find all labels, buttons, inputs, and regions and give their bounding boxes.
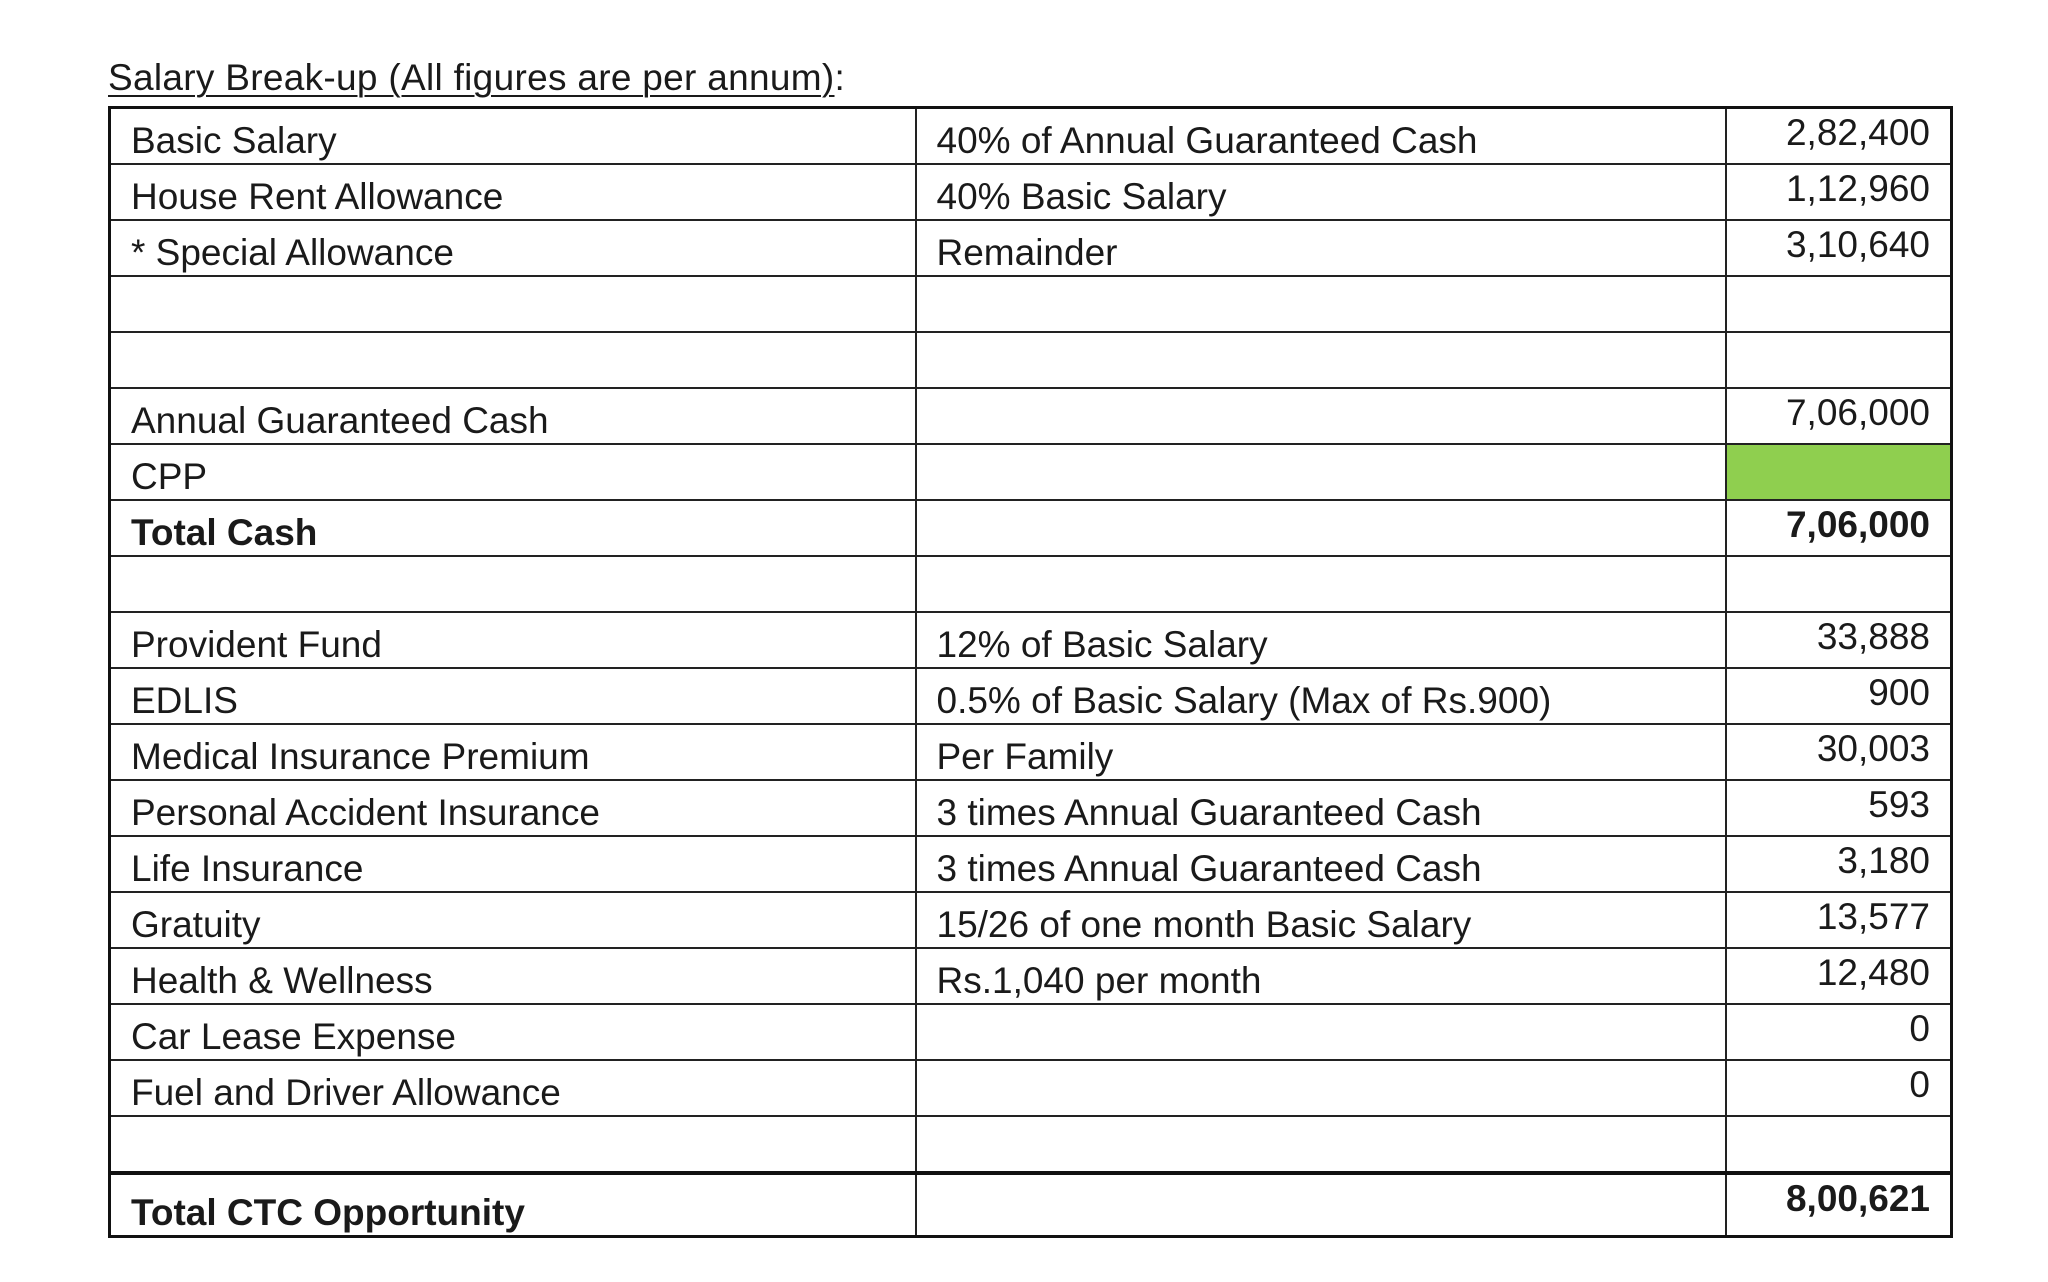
row-amount: 8,00,621 (1726, 1173, 1952, 1237)
table-row (110, 500, 1952, 556)
table-row (110, 1060, 1952, 1116)
row-item-label: EDLIS (110, 668, 916, 724)
table-row (110, 724, 1952, 780)
table-row (110, 1173, 1952, 1237)
row-item-label (110, 276, 916, 332)
row-amount (1726, 332, 1952, 388)
row-item-label: Life Insurance (110, 836, 916, 892)
row-amount-highlight (1726, 444, 1952, 500)
row-item-label (110, 332, 916, 388)
heading-colon: : (834, 57, 846, 98)
salary-breakup-table (108, 106, 1953, 1238)
row-item-label: Car Lease Expense (110, 1004, 916, 1060)
row-basis-text: 3 times Annual Guaranteed Cash (916, 780, 1726, 836)
row-basis-text: 40% Basic Salary (916, 164, 1726, 220)
table-row (110, 276, 1952, 332)
row-basis-text: Rs.1,040 per month (916, 948, 1726, 1004)
row-amount: 3,10,640 (1726, 220, 1952, 276)
row-basis-text (916, 556, 1726, 612)
row-basis-text (916, 332, 1726, 388)
row-basis-text: 40% of Annual Guaranteed Cash (916, 108, 1726, 165)
table-row (110, 164, 1952, 220)
table-row (110, 892, 1952, 948)
row-amount: 900 (1726, 668, 1952, 724)
row-amount: 593 (1726, 780, 1952, 836)
table-row (110, 220, 1952, 276)
row-item-label: House Rent Allowance (110, 164, 916, 220)
row-amount (1726, 276, 1952, 332)
table-row (110, 332, 1952, 388)
salary-breakup-heading (108, 56, 845, 100)
row-amount: 1,12,960 (1726, 164, 1952, 220)
table-row (110, 1116, 1952, 1173)
row-amount: 7,06,000 (1726, 388, 1952, 444)
row-basis-text (916, 1060, 1726, 1116)
row-item-label: Provident Fund (110, 612, 916, 668)
row-amount: 3,180 (1726, 836, 1952, 892)
row-basis-text (916, 388, 1726, 444)
row-basis-text: 3 times Annual Guaranteed Cash (916, 836, 1726, 892)
row-amount: 33,888 (1726, 612, 1952, 668)
row-item-label: Gratuity (110, 892, 916, 948)
row-item-label: Annual Guaranteed Cash (110, 388, 916, 444)
row-item-label: Fuel and Driver Allowance (110, 1060, 916, 1116)
heading-text: Salary Break-up (All figures are per annum) (108, 57, 835, 98)
row-item-label: Health & Wellness (110, 948, 916, 1004)
table-row (110, 780, 1952, 836)
table-row (110, 1004, 1952, 1060)
row-amount: 2,82,400 (1726, 108, 1952, 165)
row-item-label (110, 1116, 916, 1173)
row-basis-text: Remainder (916, 220, 1726, 276)
row-item-label: Total Cash (110, 500, 916, 556)
table-row (110, 948, 1952, 1004)
row-item-label: Medical Insurance Premium (110, 724, 916, 780)
row-amount: 7,06,000 (1726, 500, 1952, 556)
row-item-label: CPP (110, 444, 916, 500)
row-item-label: Personal Accident Insurance (110, 780, 916, 836)
row-amount: 12,480 (1726, 948, 1952, 1004)
salary-table-body (110, 108, 1952, 1237)
row-item-label: Basic Salary (110, 108, 916, 165)
row-item-label: Total CTC Opportunity (110, 1173, 916, 1237)
table-row (110, 668, 1952, 724)
row-basis-text (916, 1173, 1726, 1237)
row-amount: 0 (1726, 1004, 1952, 1060)
row-basis-text (916, 444, 1726, 500)
row-basis-text (916, 276, 1726, 332)
row-item-label: * Special Allowance (110, 220, 916, 276)
row-basis-text (916, 1004, 1726, 1060)
row-basis-text: 12% of Basic Salary (916, 612, 1726, 668)
row-basis-text: 0.5% of Basic Salary (Max of Rs.900) (916, 668, 1726, 724)
row-basis-text (916, 500, 1726, 556)
row-basis-text (916, 1116, 1726, 1173)
table-row (110, 388, 1952, 444)
table-row (110, 556, 1952, 612)
row-amount (1726, 556, 1952, 612)
table-row (110, 444, 1952, 500)
row-amount: 13,577 (1726, 892, 1952, 948)
table-row (110, 612, 1952, 668)
row-amount: 0 (1726, 1060, 1952, 1116)
row-amount: 30,003 (1726, 724, 1952, 780)
row-basis-text: Per Family (916, 724, 1726, 780)
row-basis-text: 15/26 of one month Basic Salary (916, 892, 1726, 948)
table-row (110, 108, 1952, 165)
row-item-label (110, 556, 916, 612)
table-row (110, 836, 1952, 892)
row-amount (1726, 1116, 1952, 1173)
